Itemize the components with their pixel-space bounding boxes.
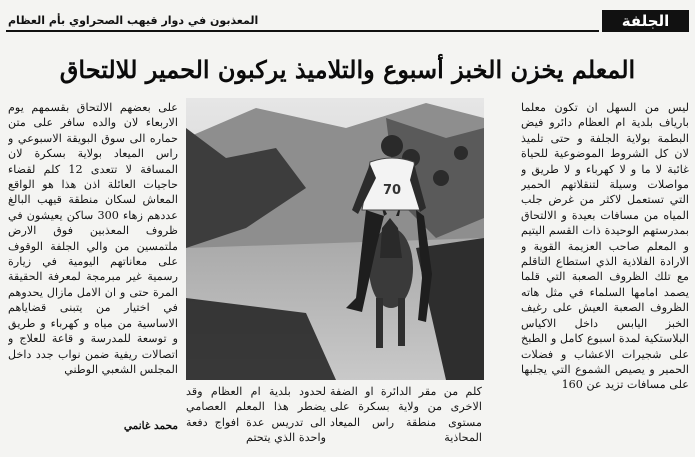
boy-riding-donkey-icon: [186, 98, 484, 380]
tree: [433, 170, 449, 186]
article-column-right: ليس من السهل ان تكون معلما بارياف بلدية ام العظام دائرو فيض البطمة بولاية الجلفة و حتى تلميذ لان كل الشروط الموضوعية للحياة غائبة لا ما و لا كهرباء و لا طريق و مواصلات وسيلة لتنقلاتهم الحمير التي تستعمل لاكثر من غرض جلب المياه من مسافات بعيدة و الالتحاق بمدرستهم الوحيدة ذات القسم اليتيم و المعلم صاحب العزيمة القوية و الارادة الفلاذية الذي استطاع التاقلم مع تلك الظروف الصعبة التي قلما يصمد امامها السلماء في مثل هاته الظروف الصعبة العيش على رغيف الخبز اليابس داخل الاكياس البلاستكية لمدة اسبوع كامل و الطبخ على شجيرات الاعشاب و فضلات الحمير و يصيص الشموع التي يجلبها على مسافات تزيد عن 160: [521, 101, 689, 392]
header-rule: [6, 30, 599, 32]
headline: المعلم يخزن الخبز أسبوع والتلاميذ يركبون الحمير للالتحاق: [59, 55, 636, 84]
article-photo: [186, 98, 484, 380]
section-tag: الجلفة: [602, 10, 689, 32]
article-column-mid-left: لحدود بلدية ام العظام وقد يضطر هذا المعلم العصامي الى تدريس عدة افواج دفعة واحدة الذي يتحتم: [186, 385, 326, 445]
article-column-left: على بعضهم الالتحاق بقسمهم يوم الاربعاء لان والده سافر على متن حماره الى سوق البويقة الاسبوعي و راس الميعاد بولاية بسكرة لان المسافة لا تتعدى 12 كلم لقضاء حاجيات العائلة اذن هذا هو الواقع المعاش لسكان منطقة قيهب البالغ عددهم زهاء 300 ساكن يعيشون في ظروف المعذبين فوق الارض ملتمسين من والي الجلفة الوقوف على معاناتهم اليومية في زيارة رسمية غير مبرمجة لمعرفة الحقيقة المرة حتى و ان الامل مازال يحدوهم في اختيار من يتبنى قضاياهم الاساسية من مياه و كهرباء و طريق و توسعة للمدرسة و قاعة للعلاج و اتصالات ريفية ضمن نواب جدد داخل المجلس الشعبي الوطني: [8, 101, 178, 376]
donkey-leg: [398, 298, 405, 346]
boy-head: [381, 135, 403, 157]
tree: [454, 146, 468, 160]
shirt-number: 70: [382, 183, 402, 198]
donkey-leg: [376, 298, 383, 348]
article-column-mid-right: كلم من مقر الدائرة او الضفة الاخرى من ولاية بسكرة على مستوى منطقة راس الميعاد المحاذية: [330, 385, 482, 445]
page-header: [0, 0, 695, 34]
kicker: المعذبون في دوار قيهب الصحراوي بأم العظام: [8, 14, 259, 27]
byline: محمد غانمي: [123, 420, 178, 432]
